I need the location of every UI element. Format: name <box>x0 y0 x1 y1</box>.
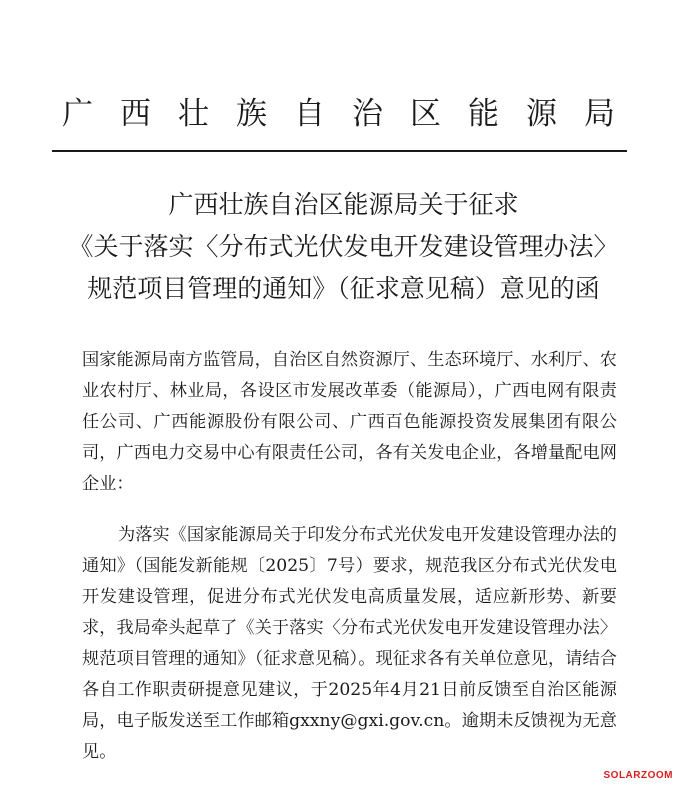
letterhead-char: 源 <box>526 95 557 132</box>
letterhead-char: 自 <box>294 95 325 132</box>
recipients-paragraph: 国家能源局南方监管局，自治区自然资源厅、生态环境厅、水利厅、农业农村厅、林业局，各设区市发展改革委（能源局），广西电网有限责任公司、广西能源股份有限公司、广西百色能源投资发展集团有限公司，广西电力交易中心有限责任公司，各有关发电企业，各增量配电网企业： <box>82 350 617 494</box>
letterhead-char: 西 <box>120 95 151 132</box>
document-title-line-1: 广西壮族自治区能源局关于征求 <box>168 190 519 219</box>
document-title-line-2: 《关于落实〈分布式光伏发电开发建设管理办法〉 <box>68 232 619 261</box>
letterhead-char: 广 <box>62 95 93 132</box>
letterhead-char: 壮 <box>178 95 209 132</box>
letterhead-char: 区 <box>410 95 441 132</box>
letterhead-char: 局 <box>584 95 615 132</box>
body-paragraph: 为落实《国家能源局关于印发分布式光伏发电开发建设管理办法的通知》（国能发新能规〔2025〕7号）要求，规范我区分布式光伏发电开发建设管理，促进分布式光伏发电高质量发展，适应新形势、新要求，我局牵头起草了《关于落实〈分布式光伏发电开发建设管理办法〉规范项目管理的通知》（征求意见稿）。现征求各有关单位意见，请结合各自工作职责研提意见建议，于2025年4月21日前反馈至自治区能源局，电子版发送至工作邮箱gxxny@gxi.gov.cn。逾期未反馈视为无意见。 <box>82 525 617 762</box>
solarzoom-watermark: SOLARZOOM <box>603 770 673 781</box>
document-title-line-3: 规范项目管理的通知》（征求意见稿）意见的函 <box>87 274 600 303</box>
letterhead-divider <box>52 150 627 152</box>
letterhead-char: 能 <box>468 95 499 132</box>
letterhead <box>62 88 615 132</box>
letterhead-char: 族 <box>236 95 267 132</box>
letterhead-char: 治 <box>352 95 383 132</box>
